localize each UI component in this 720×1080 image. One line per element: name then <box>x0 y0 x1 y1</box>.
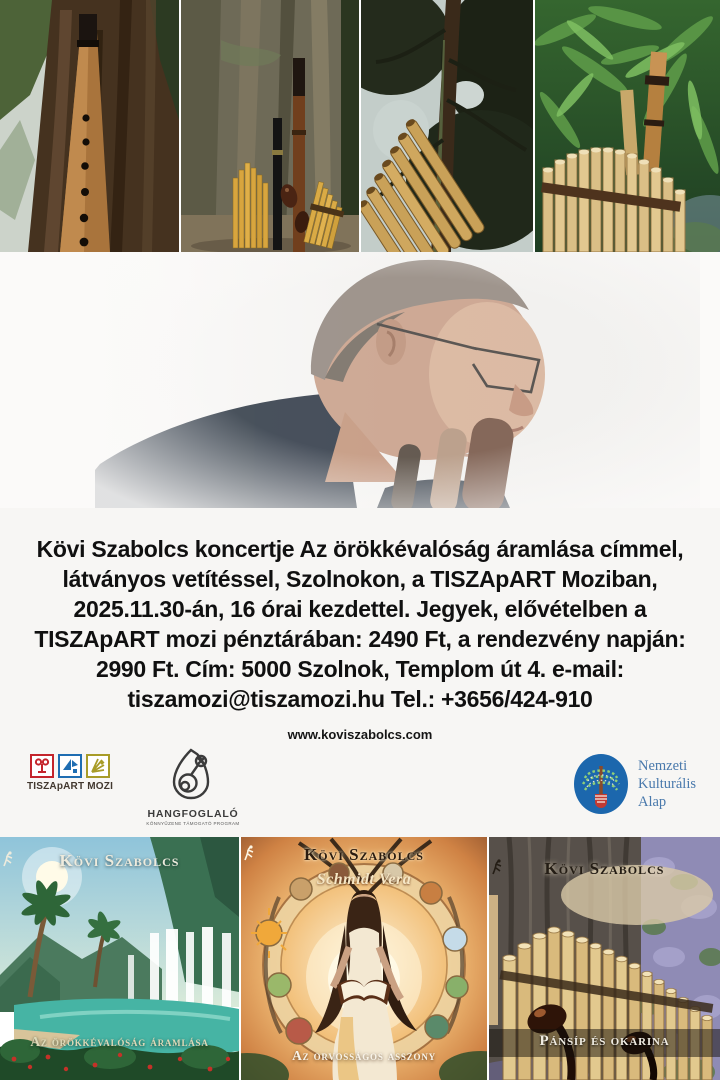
nka-line-3: Alap <box>638 794 667 811</box>
photo-flute-on-sequoia <box>0 0 179 252</box>
leaping-figure-icon <box>491 859 502 875</box>
announcement-line-1: Kövi Szabolcs koncertje Az örökkévalóság áramlása címmel, <box>36 536 684 562</box>
top-photo-collage <box>0 0 720 252</box>
tiszapart-logo-squares <box>20 754 120 778</box>
album1-title: Az örökkévalóság áramlása <box>30 1034 209 1049</box>
album-covers-row <box>0 837 720 1080</box>
hero-section <box>0 252 720 508</box>
tiszapart-blue-square-icon <box>58 754 82 778</box>
nka-line-1: Nemzeti <box>638 757 688 774</box>
album1-artist-text: Kövi Szabolcs <box>59 851 180 870</box>
website-url: www.koviszabolcs.com <box>287 727 433 742</box>
album-cover-pansip-es-okarina <box>489 837 720 1080</box>
announcement-line-2: látványos vetítéssel, Szolnokon, a TISZApART Moziban, <box>62 566 658 592</box>
hangfoglalo-logo-sublabel: KÖNNYŰZENE TÁMOGATÓ PROGRAM <box>146 821 240 826</box>
album3-artist-text: Kövi Szabolcs <box>544 859 665 878</box>
hangfoglalo-logo <box>138 746 248 826</box>
announcement-line-4: TISZApART mozi pénztárában: 2490 Ft, a rendezvény napján: <box>34 626 686 652</box>
announcement-text <box>0 534 720 714</box>
photo-panpipe-under-canopy <box>361 0 533 252</box>
album2-guest-artist: Schmidt Vera <box>316 871 412 888</box>
hangfoglalo-drop-icon <box>164 746 222 802</box>
nka-logo <box>572 752 714 816</box>
album3-title: Pánsíp és okarina <box>539 1033 670 1049</box>
announcement-line-3: 2025.11.30-án, 16 órai kezdettel. Jegyek, elővételben a <box>73 596 647 622</box>
album2-artist <box>241 845 487 865</box>
tiszapart-red-square-icon <box>30 754 54 778</box>
hangfoglalo-logo-label: HANGFOGLALÓ <box>147 808 239 820</box>
leaping-figure-icon <box>2 851 13 867</box>
album2-artist-text: Kövi Szabolcs <box>304 845 424 864</box>
nka-tree-icon <box>572 752 630 816</box>
tiszapart-logo-label: TISZApART MOZI <box>26 781 114 792</box>
nka-line-2: Kulturális <box>638 775 696 792</box>
album-cover-orvossagos-asszony <box>241 837 487 1080</box>
hero-fade-overlay <box>95 252 700 508</box>
photo-instruments-at-trunk <box>181 0 359 252</box>
announcement-line-5: 2990 Ft. Cím: 5000 Szolnok, Templom út 4. e-mail: <box>95 656 625 682</box>
announcement-line-6: tiszamozi@tiszamozi.hu Tel.: +3656/424-910 <box>127 686 593 712</box>
album-cover-orokkevalösag <box>0 837 239 1080</box>
leaping-figure-icon <box>243 845 254 861</box>
photo-flute-in-bamboo <box>535 0 720 252</box>
album2-title: Az orvosságos asszony <box>292 1048 436 1063</box>
tiszapart-olive-square-icon <box>86 754 110 778</box>
nka-logo-text <box>638 757 696 811</box>
tiszapart-mozi-logo <box>20 754 120 792</box>
album1-artist <box>0 851 239 871</box>
album3-artist <box>489 859 720 879</box>
